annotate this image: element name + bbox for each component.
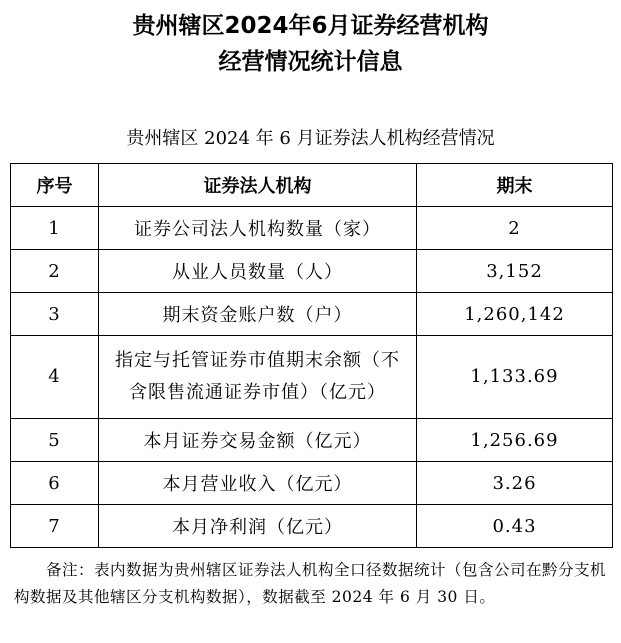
cell-item: 证券公司法人机构数量（家）: [99, 207, 417, 250]
table-row: [11, 293, 613, 336]
cell-seq: 4: [11, 336, 99, 419]
cell-item-line: 含限售流通证券市值）（亿元）: [129, 382, 386, 403]
footnote: 备注：表内数据为贵州辖区证券法人机构全口径数据统计（包含公司在黔分支机构数据及其他辖区分支机构数据），数据截至 2024 年 6 月 30 日。: [14, 561, 607, 606]
table-row: [11, 207, 613, 250]
cell-item: 本月净利润（亿元）: [99, 505, 417, 548]
cell-seq: 3: [11, 293, 99, 336]
table-caption: 贵州辖区 2024 年 6 月证券法人机构经营情况: [126, 128, 495, 149]
cell-value: 0.43: [417, 505, 613, 548]
cell-seq: 7: [11, 505, 99, 548]
document-title: [0, 8, 621, 80]
cell-item: 从业人员数量（人）: [99, 250, 417, 293]
cell-item: 本月营业收入（亿元）: [99, 462, 417, 505]
cell-value: 1,260,142: [417, 293, 613, 336]
cell-seq: 1: [11, 207, 99, 250]
cell-value: 2: [417, 207, 613, 250]
document-title-line2: 经营情况统计信息: [218, 49, 403, 75]
header-item: 证券法人机构: [99, 164, 417, 207]
cell-value: 3,152: [417, 250, 613, 293]
table-row: [11, 336, 613, 419]
cell-item: [99, 336, 417, 419]
cell-seq: 2: [11, 250, 99, 293]
statistics-table: [10, 163, 613, 548]
cell-seq: 6: [11, 462, 99, 505]
cell-item: 本月证券交易金额（亿元）: [99, 419, 417, 462]
table-header-row: [11, 164, 613, 207]
table-row: [11, 505, 613, 548]
table-row: [11, 419, 613, 462]
header-seq: 序号: [11, 164, 99, 207]
table-row: [11, 250, 613, 293]
header-value: 期末: [417, 164, 613, 207]
document-title-line1: 贵州辖区2024年6月证券经营机构: [132, 13, 489, 39]
cell-value: 1,256.69: [417, 419, 613, 462]
cell-value: 3.26: [417, 462, 613, 505]
cell-item-line: 指定与托管证券市值期末余额（不: [115, 350, 400, 371]
cell-value: 1,133.69: [417, 336, 613, 419]
cell-seq: 5: [11, 419, 99, 462]
table-row: [11, 462, 613, 505]
cell-item: 期末资金账户数（户）: [99, 293, 417, 336]
